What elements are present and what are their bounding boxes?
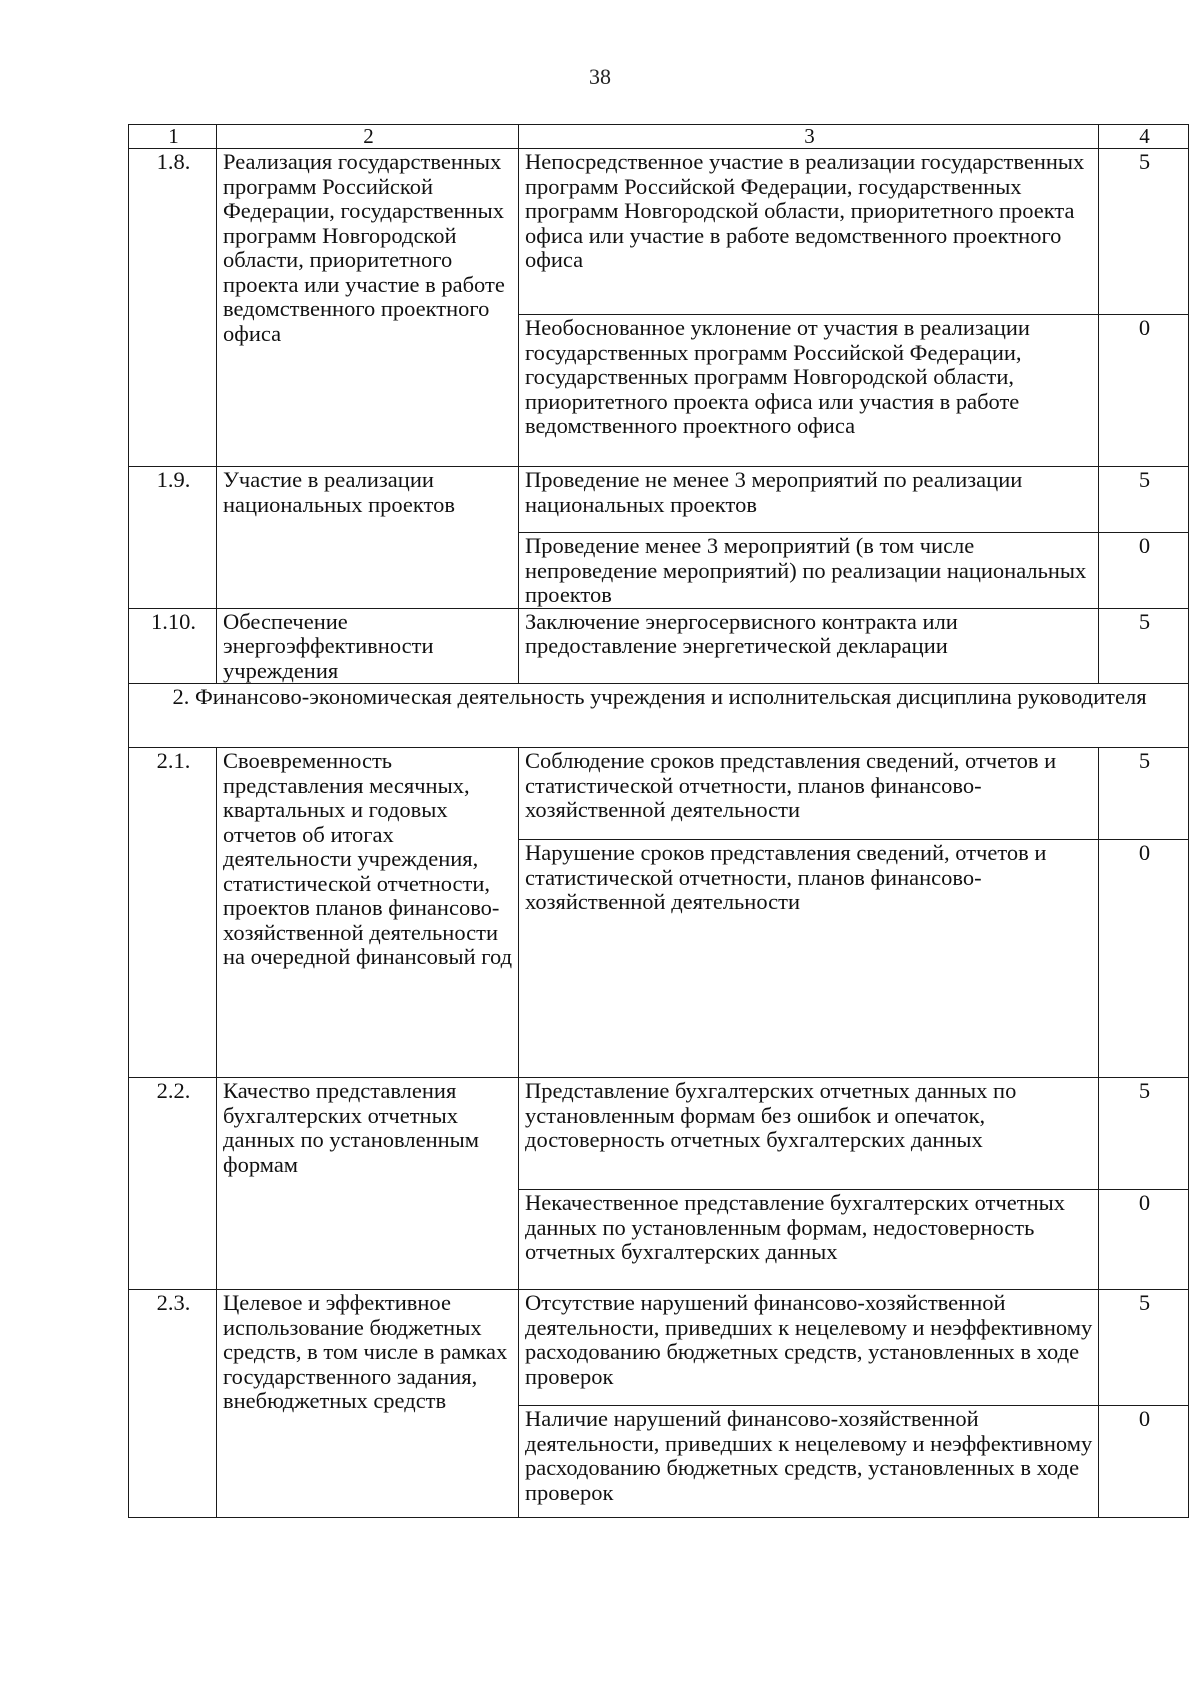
table-header-row [129, 125, 1189, 149]
criterion-cell: Проведение не менее 3 мероприятий по реализации национальных проектов [519, 467, 1099, 533]
indicator-cell: Качество представления бухгалтерских отчетных данных по установленным формам [217, 1078, 519, 1290]
section-title: 2. Финансово-экономическая деятельность учреждения и исполнительская дисциплина руководителя [129, 684, 1189, 748]
table-row [129, 1290, 1189, 1406]
score-cell: 5 [1099, 1078, 1189, 1190]
table-row [129, 748, 1189, 840]
criterion-cell: Отсутствие нарушений финансово-хозяйственной деятельности, приведших к нецелевому и неэффективному расходованию бюджетных средств, установленных в ходе проверок [519, 1290, 1099, 1406]
score-cell: 5 [1099, 608, 1189, 684]
criterion-cell: Непосредственное участие в реализации государственных программ Российской Федерации, государственных программ Новгородской области, приоритетного проекта офиса или участие в работе ведомственного проектного офиса [519, 149, 1099, 315]
row-number: 1.10. [129, 608, 217, 684]
column-header-4: 4 [1099, 125, 1189, 149]
indicator-cell: Участие в реализации национальных проектов [217, 467, 519, 609]
table-row [129, 467, 1189, 533]
column-header-1: 1 [129, 125, 217, 149]
score-cell: 5 [1099, 149, 1189, 315]
indicator-cell: Своевременность представления месячных, квартальных и годовых отчетов об итогах деятельности учреждения, статистической отчетности, проектов планов финансово-хозяйственной деятельности на очередной финансовый год [217, 748, 519, 1078]
section-row [129, 684, 1189, 748]
score-cell: 5 [1099, 1290, 1189, 1406]
page-number: 38 [589, 64, 611, 89]
score-cell: 5 [1099, 467, 1189, 533]
criterion-cell: Представление бухгалтерских отчетных данных по установленным формам без ошибок и опечаток, достоверность отчетных бухгалтерских данных [519, 1078, 1099, 1190]
criterion-cell: Нарушение сроков представления сведений, отчетов и статистической отчетности, планов финансово-хозяйственной деятельности [519, 840, 1099, 1078]
criterion-cell: Заключение энергосервисного контракта или предоставление энергетической декларации [519, 608, 1099, 684]
indicator-cell: Целевое и эффективное использование бюджетных средств, в том числе в рамках государственного задания, внебюджетных средств [217, 1290, 519, 1518]
criterion-cell: Некачественное представление бухгалтерских отчетных данных по установленным формам, недостоверность отчетных бухгалтерских данных [519, 1190, 1099, 1290]
score-cell: 5 [1099, 748, 1189, 840]
score-cell: 0 [1099, 533, 1189, 609]
criterion-cell: Соблюдение сроков представления сведений, отчетов и статистической отчетности, планов финансово-хозяйственной деятельности [519, 748, 1099, 840]
criteria-table [128, 124, 1189, 1518]
table-row [129, 149, 1189, 315]
row-number: 2.3. [129, 1290, 217, 1518]
criterion-cell: Необоснованное уклонение от участия в реализации государственных программ Российской Федерации, государственных программ Новгородской области, приоритетного проекта офиса или участия в работе ведомственного проектного офиса [519, 315, 1099, 467]
table-row [129, 1078, 1189, 1190]
row-number: 1.9. [129, 467, 217, 609]
row-number: 2.1. [129, 748, 217, 1078]
column-header-3: 3 [519, 125, 1099, 149]
criterion-cell: Проведение менее 3 мероприятий (в том числе непроведение мероприятий) по реализации национальных проектов [519, 533, 1099, 609]
indicator-cell: Обеспечение энергоэффективности учреждения [217, 608, 519, 684]
score-cell: 0 [1099, 315, 1189, 467]
column-header-2: 2 [217, 125, 519, 149]
row-number: 1.8. [129, 149, 217, 467]
table-row [129, 608, 1189, 684]
score-cell: 0 [1099, 1190, 1189, 1290]
row-number: 2.2. [129, 1078, 217, 1290]
score-cell: 0 [1099, 1406, 1189, 1518]
criterion-cell: Наличие нарушений финансово-хозяйственной деятельности, приведших к нецелевому и неэффективному расходованию бюджетных средств, установленных в ходе проверок [519, 1406, 1099, 1518]
score-cell: 0 [1099, 840, 1189, 1078]
indicator-cell: Реализация государственных программ Российской Федерации, государственных программ Новгородской области, приоритетного проекта или участие в работе ведомственного проектного офиса [217, 149, 519, 467]
